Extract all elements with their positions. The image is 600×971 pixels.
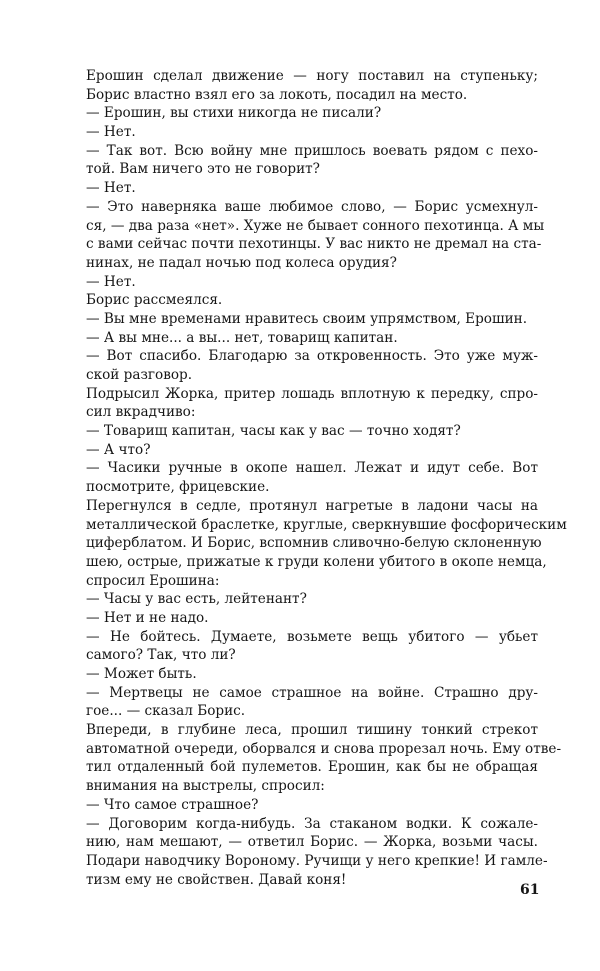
- text-line: — Договорим когда-нибудь. За стаканом водки. К сожале-: [86, 815, 538, 832]
- text-line: — Вот спасибо. Благодарю за откровенность. Это уже муж-: [86, 348, 538, 365]
- text-line: — А что?: [86, 441, 151, 458]
- text-line: — Не бойтесь. Думаете, возьмете вещь убитого — убьет: [86, 628, 538, 645]
- text-line: ся, — два раза «нет». Хуже не бывает сонного пехотинца. А мы: [86, 217, 545, 234]
- text-line: — Может быть.: [86, 666, 197, 682]
- text-line: металлической браслетке, круглые, сверкнувшие фосфорическим: [86, 516, 567, 533]
- text-line: Подрысил Жорка, притер лошадь вплотную к передку, спро-: [86, 385, 538, 402]
- text-line: Борис рассмеялся.: [86, 292, 223, 309]
- text-line: гое... — сказал Борис.: [86, 703, 246, 720]
- text-line: — Товарищ капитан, часы как у вас — точно ходят?: [86, 423, 461, 440]
- text-line: — Часики ручные в окопе нашел. Лежат и идут себе. Вот: [86, 460, 538, 477]
- text-line: нинах, не падал ночью под колеса орудия?: [86, 254, 397, 271]
- text-line: Перегнулся в седле, протянул нагретые в ладони часы на: [86, 497, 538, 514]
- text-line: сил вкрадчиво:: [86, 404, 196, 421]
- text-line: — Вы мне временами нравитесь своим упрямством, Ерошин.: [86, 310, 528, 327]
- body-text: [86, 67, 567, 889]
- text-line: самого? Так, что ли?: [86, 647, 236, 664]
- text-line: — Ерошин, вы стихи никогда не писали?: [86, 105, 382, 122]
- text-line: — Нет.: [86, 124, 136, 141]
- text-line: ской разговор.: [86, 367, 193, 383]
- text-line: спросил Ерошина:: [86, 572, 220, 589]
- text-line: тил отдаленный бой пулеметов. Ерошин, как бы не обращая: [86, 759, 538, 776]
- text-line: Подари наводчику Вороному. Ручищи у него крепкие! И гамле-: [86, 852, 548, 869]
- text-line: посмотрите, фрицевские.: [86, 479, 270, 496]
- page-number: 61: [520, 882, 540, 898]
- text-line: — Нет и не надо.: [86, 609, 209, 626]
- text-line: — Что самое страшное?: [86, 796, 259, 813]
- text-line: — Мертвецы не самое страшное на войне. Страшно дру-: [86, 684, 538, 701]
- text-line: — Нет.: [86, 273, 136, 290]
- text-line: той. Вам ничего это не говорит?: [86, 161, 320, 178]
- text-line: Ерошин сделал движение — ногу поставил на ступеньку;: [86, 68, 538, 84]
- text-line: автоматной очереди, оборвался и снова прорезал ночь. Ему отве-: [86, 740, 562, 757]
- text-line: — А вы мне... а вы... нет, товарищ капитан.: [86, 329, 398, 346]
- text-line: Борис властно взял его за локоть, посадил на место.: [86, 86, 468, 103]
- text-line: — Так вот. Всю войну мне пришлось воевать рядом с пехо-: [86, 142, 538, 159]
- text-line: тизм ему не свойствен. Давай коня!: [86, 871, 347, 888]
- text-line: — Нет.: [86, 180, 136, 197]
- text-line: циферблатом. И Борис, вспомнив сливочно-белую склоненную: [86, 535, 542, 552]
- text-line: с вами сейчас почти пехотинцы. У вас никто не дремал на ста-: [86, 236, 542, 253]
- text-line: — Это наверняка ваше любимое слово, — Борис усмехнул-: [86, 198, 538, 215]
- text-line: шею, острые, прижатые к груди колени убитого в окопе немца,: [86, 553, 547, 570]
- text-line: внимания на выстрелы, спросил:: [86, 778, 325, 795]
- text-line: нию, нам мешают, — ответил Борис. — Жорка, возьми часы.: [86, 834, 538, 851]
- text-line: Впереди, в глубине леса, прошил тишину тонкий стрекот: [86, 722, 538, 739]
- text-line: — Часы у вас есть, лейтенант?: [86, 591, 307, 608]
